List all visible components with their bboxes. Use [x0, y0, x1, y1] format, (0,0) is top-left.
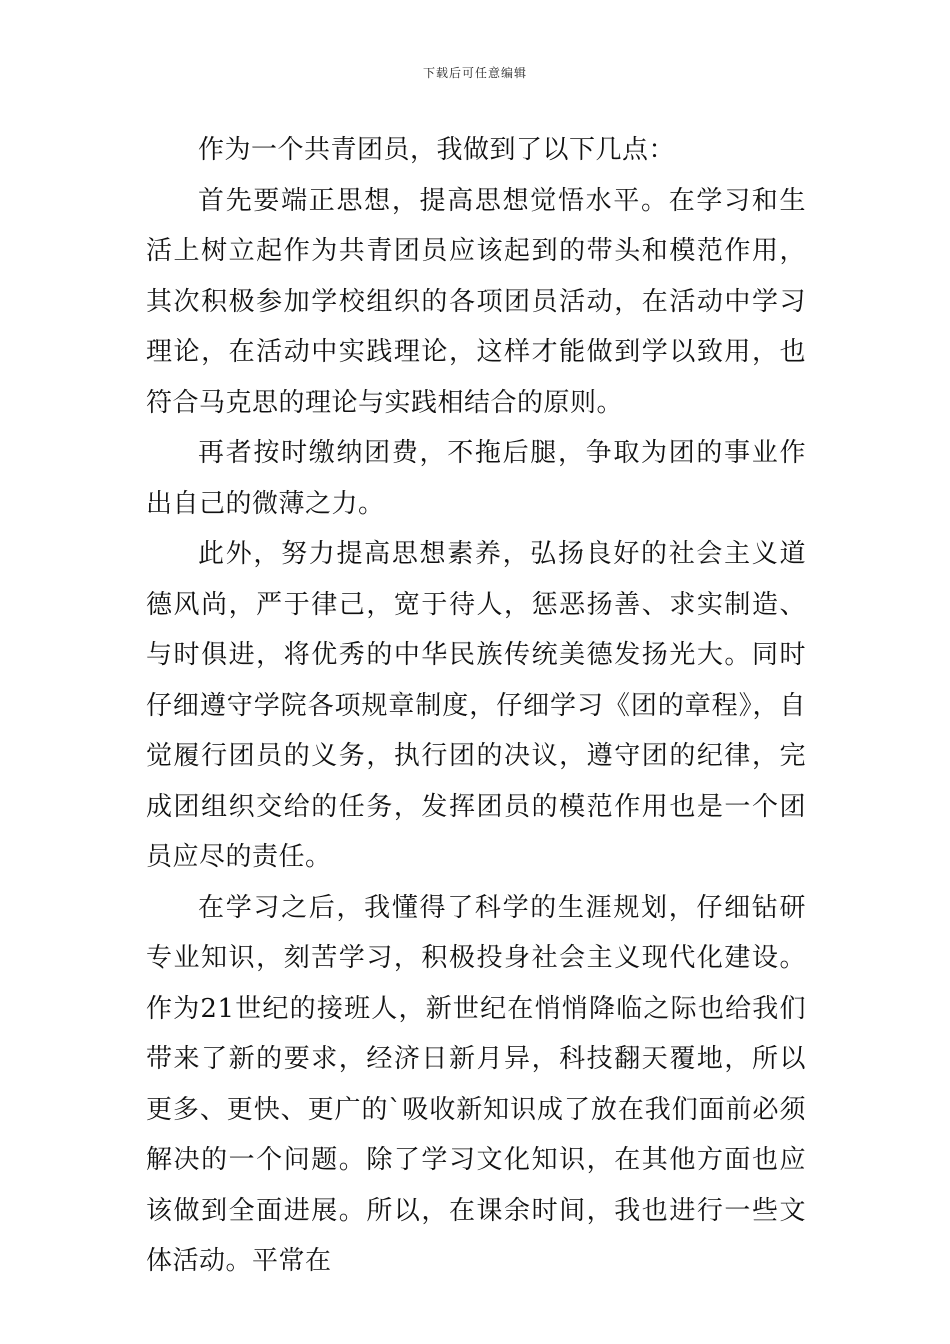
paragraph-intro: 作为一个共青团员，我做到了以下几点： — [198, 135, 676, 165]
paragraph-dues: 再者按时缴纳团费，不拖后腿，争取为团的事业作出自己的微薄之力。 — [146, 438, 806, 519]
document-body — [146, 125, 806, 1287]
paragraph-thought: 首先要端正思想，提高思想觉悟水平。在学习和生活上树立起作为共青团员应该起到的带头和模范作用，其次积极参加学校组织的各项团员活动，在活动中学习理论，在活动中实践理论，这样才能做到学以致用，也符合马克思的理论与实践相结合的原则。 — [146, 185, 806, 418]
paragraph-study: 在学习之后，我懂得了科学的生涯规划，仔细钻研专业知识，刻苦学习，积极投身社会主义现代化建设。作为21世纪的接班人，新世纪在悄悄降临之际也给我们带来了新的要求，经济日新月异，科技翻天覆地，所以更多、更快、更广的`吸收新知识成了放在我们面前必须解决的一个问题。除了学习文化知识，在其他方面也应该做到全面进展。所以，在课余时间，我也进行一些文体活动。平常在 — [146, 892, 806, 1276]
header-note: 下载后可任意编辑 — [422, 66, 527, 80]
paragraph-morality: 此外，努力提高思想素养，弘扬良好的社会主义道德风尚，严于律己，宽于待人，惩恶扬善、求实制造、与时俱进，将优秀的中华民族传统美德发扬光大。同时仔细遵守学院各项规章制度，仔细学习《团的章程》，自觉履行团员的义务，执行团的决议，遵守团的纪律，完成团组织交给的任务，发挥团员的模范作用也是一个团员应尽的责任。 — [146, 539, 806, 872]
